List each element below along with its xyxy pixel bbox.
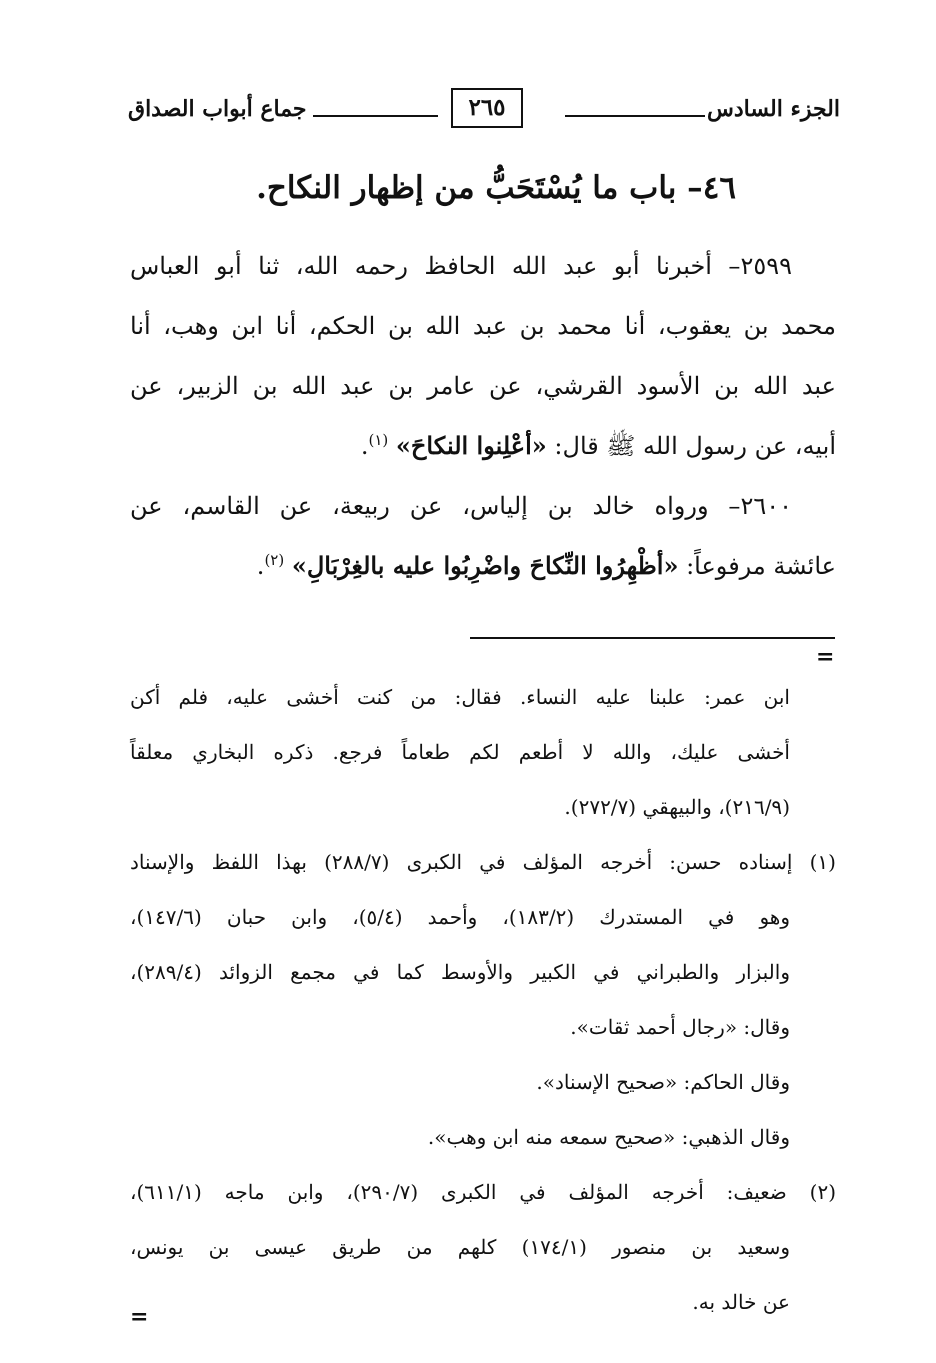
footnotes	[130, 670, 836, 1330]
page-number: ٢٦٥	[451, 88, 523, 128]
footnote-carry-line-3: (٢١٦/٩)، والبيهقي (٢٧٢/٧).	[564, 795, 790, 819]
footnote-1-line-6: وقال الذهبي: «صحيح سمعه منه ابن وهب».	[427, 1125, 790, 1149]
section-label: جماع أبواب الصداق	[128, 96, 307, 122]
hadith-2599-end: .	[360, 432, 369, 460]
footnote-1-line-5: وقال الحاكم: «صحيح الإسناد».	[536, 1070, 790, 1094]
footnote-2-line-3: عن خالد به.	[692, 1290, 790, 1314]
footnote-2-line-2: وسعيد بن منصور (١٧٤/١) كلهم من طريق عيسى بن يونس،	[130, 1235, 790, 1259]
footnote-1-line-1: (١) إسناده حسن: أخرجه المؤلف في الكبرى (٢٨٨/٧) بهذا اللفظ والإسناد	[130, 850, 836, 874]
footnote-carry-line-2: أخشى عليك، والله لا أطعم لكم طعاماً فرجع. ذكره البخاري معلقاً	[130, 740, 790, 764]
hadith-2600-quote: «أظْهِرُوا النِّكاحَ واضْرِبُوا عليه بالغِرْبَالِ»	[291, 551, 679, 580]
hadith-2599-quote: «أعْلِنوا النكاحَ»	[395, 431, 547, 460]
running-header	[128, 88, 840, 132]
hadith-2600-line-1: ٢٦٠٠– ورواه خالد بن إلياس، عن ربيعة، عن القاسم، عن	[130, 492, 792, 520]
volume-label: الجزء السادس	[707, 96, 840, 122]
chapter-title: ٤٦– باب ما يُسْتَحَبُّ من إظهار النكاح.	[256, 170, 736, 206]
header-rule-left	[313, 115, 438, 117]
hadith-2600-prefix: عائشة مرفوعاً:	[678, 552, 836, 580]
hadith-2599-prefix: أبيه، عن رسول الله ﷺ قال:	[546, 432, 836, 460]
footnote-ref-1: (١)	[368, 431, 389, 449]
hadith-2600-line-2	[130, 536, 836, 596]
footnote-2-line-1: (٢) ضعيف: أخرجه المؤلف في الكبرى (٢٩٠/٧)، وابن ماجه (٦١١/١)،	[130, 1180, 837, 1204]
hadith-2599-line-3: عبد الله بن الأسود القرشي، عن عامر بن عبد الله بن الزبير، عن	[130, 372, 836, 400]
main-text	[130, 236, 836, 596]
hadith-2599-line-2: محمد بن يعقوب، أنا محمد بن عبد الله بن الحكم، أنا ابن وهب، أنا	[130, 312, 836, 340]
hadith-2599-line-4	[130, 416, 836, 476]
footnote-carry-line-1: ابن عمر: علبنا عليه النساء. فقال: من كنت أخشى عليه، فلم أكن	[130, 685, 790, 709]
footnote-separator	[470, 637, 835, 639]
footnote-1-line-4: وقال: «رجال أحمد ثقات».	[570, 1015, 790, 1039]
footnote-1-line-2: وهو في المستدرك (١٨٣/٢)، وأحمد (٥/٤)، وابن حبان (١٤٧/٦)،	[130, 905, 790, 929]
footnote-ref-2: (٢)	[264, 551, 285, 569]
hadith-2600-end: .	[256, 552, 265, 580]
continuation-mark-top: =	[816, 644, 835, 670]
header-rule-right	[565, 115, 705, 117]
footnote-1-line-3: والبزار والطبراني في الكبير والأوسط كما في مجمع الزوائد (٢٨٩/٤)،	[130, 960, 790, 984]
hadith-2599-line-1: ٢٥٩٩– أخبرنا أبو عبد الله الحافظ رحمه الله، ثنا أبو العباس	[130, 252, 792, 280]
continuation-mark-bottom: =	[130, 1304, 149, 1330]
